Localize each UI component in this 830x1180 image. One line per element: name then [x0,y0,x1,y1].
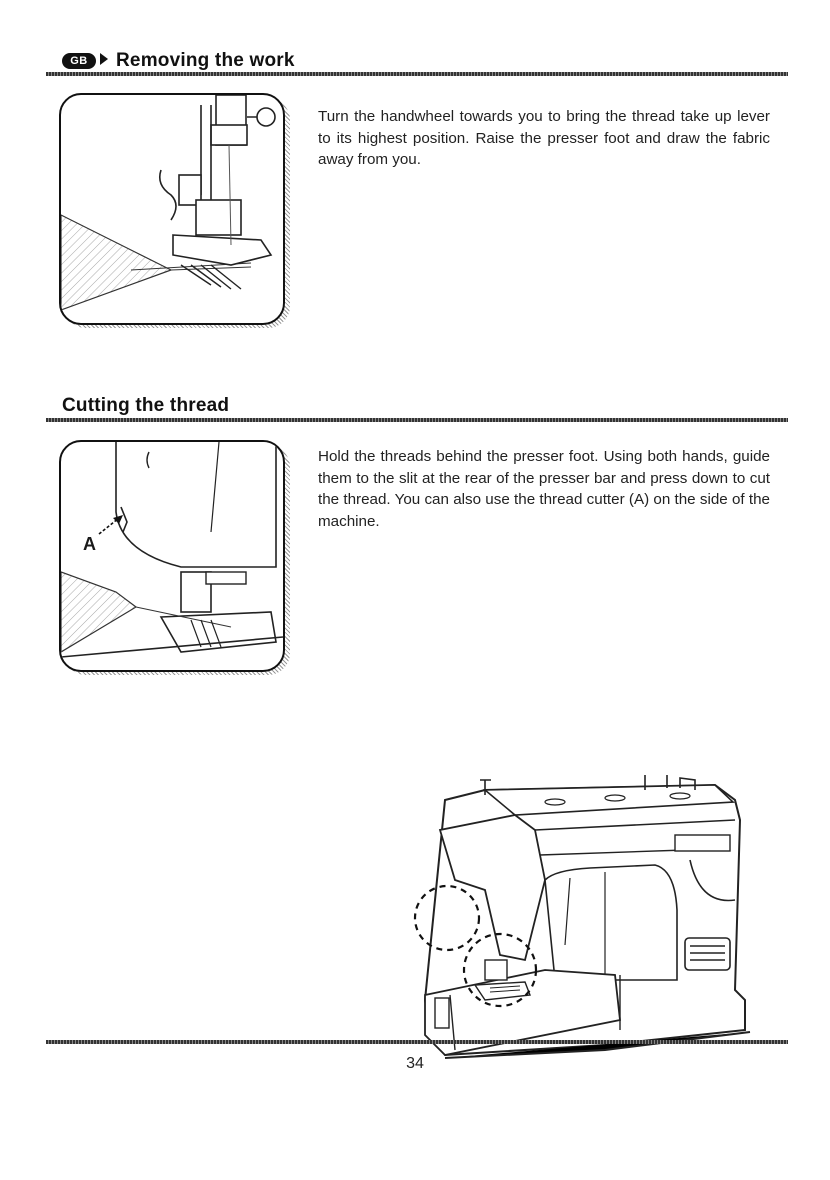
page-number: 34 [406,1055,424,1072]
arrow-icon [100,53,108,65]
presser-foot-illustration [61,95,283,323]
section-title-cutting-thread: Cutting the thread [62,395,230,416]
footer-divider [46,1040,788,1044]
section-divider [46,418,788,422]
gb-language-badge: GB [62,53,96,69]
figure-label-a: A [83,534,96,554]
section-title-text: Removing the work [116,50,295,71]
label-arrow-icon [97,514,127,536]
thread-cutter-illustration [61,442,283,670]
section-title-removing-work [62,50,295,72]
figure-removing-work [59,93,285,325]
removing-work-instructions: Turn the handwheel towards you to bring the thread take up lever to its highest position. Raise the presser foot and draw the fabric away from you. [318,108,770,168]
section-divider [46,72,788,76]
cutting-thread-instructions: Hold the threads behind the presser foot. Using both hands, guide them to the slit at the rear of the presser bar and press down to cut the thread. You can also use the thread cutter (A) on the side of the machine. [318,448,770,530]
figure-cutting-thread [59,440,285,672]
